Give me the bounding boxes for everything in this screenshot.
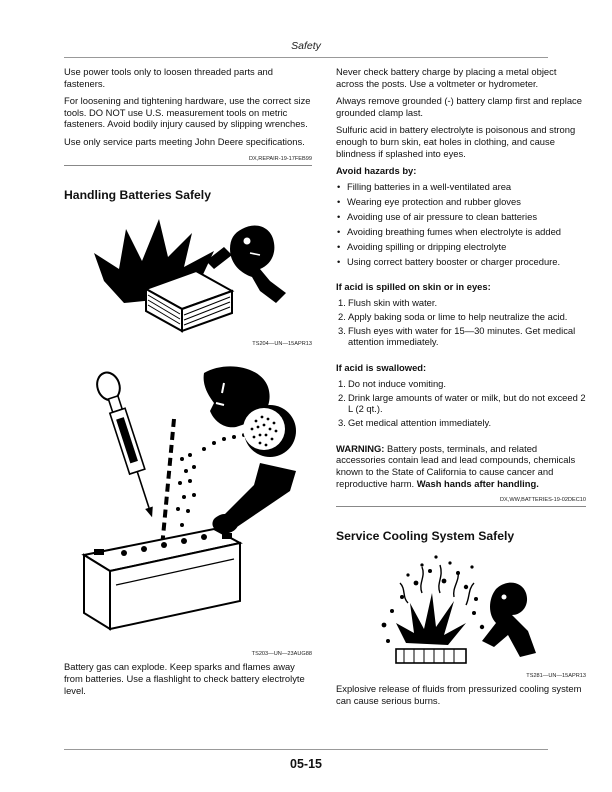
section-rule bbox=[336, 506, 586, 507]
header-rule bbox=[64, 57, 548, 58]
sulfuric-acid-paragraph: Sulfuric acid in battery electrolyte is poisonous and strong enough to burn skin, eat holes in clothing, and cause blindness if splashed into eyes. bbox=[336, 124, 576, 159]
warning-paragraph bbox=[336, 443, 586, 489]
list-item: 2. Apply baking soda or lime to help neutralize the acid. bbox=[338, 310, 568, 322]
warning-label: WARNING: bbox=[336, 442, 385, 454]
list-item: • Avoiding breathing fumes when electrolyte is added bbox=[337, 225, 562, 237]
list-item: • Filling batteries in a well-ventilated area bbox=[337, 180, 512, 192]
battery-explosion-illustration bbox=[64, 211, 312, 339]
battery-charge-paragraph: Never check battery charge by placing a metal object across the posts. Use a voltmeter or hydrometer. bbox=[336, 66, 557, 89]
cooling-system-paragraph: Explosive release of fluids from pressurized cooling system can cause serious burns. bbox=[336, 683, 582, 706]
acid-swallowed-label: If acid is swallowed: bbox=[336, 362, 427, 374]
reference-code: DX,REPAIR-19-17FEB99 bbox=[248, 155, 312, 162]
power-tools-paragraph: Use power tools only to loosen threaded parts and fasteners. bbox=[64, 66, 273, 89]
explosion-figure-svg bbox=[64, 211, 312, 339]
list-item: 1. Do not induce vomiting. bbox=[338, 377, 446, 389]
acid-skin-steps bbox=[336, 297, 586, 348]
list-item: 1. Flush skin with water. bbox=[338, 296, 438, 308]
section-heading: Service Cooling System Safely bbox=[336, 529, 515, 544]
list-item: 2. Drink large amounts of water or milk, but do not exceed 2 L (2 qt.). bbox=[338, 391, 586, 415]
figure-caption: TS281—UN—15APR13 bbox=[526, 672, 586, 679]
cooling-system-illustration bbox=[336, 553, 586, 671]
figure-caption: TS204—UN—15APR13 bbox=[252, 341, 312, 348]
battery-gas-paragraph: Battery gas can explode. Keep sparks and flames away from batteries. Use a flashlight to check battery electrolyte level. bbox=[64, 661, 305, 696]
list-item: • Avoiding use of air pressure to clean batteries bbox=[337, 210, 538, 222]
list-item: • Using correct battery booster or charger procedure. bbox=[337, 255, 561, 267]
right-column bbox=[336, 66, 586, 713]
warning-bold-text: Wash hands after handling. bbox=[416, 477, 539, 489]
battery-gas-figure-svg bbox=[64, 359, 312, 649]
acid-skin-label: If acid is spilled on skin or in eyes: bbox=[336, 281, 491, 293]
avoid-hazards-list bbox=[336, 181, 586, 268]
battery-gas-illustration bbox=[64, 359, 312, 649]
list-item: 3. Get medical attention immediately. bbox=[338, 417, 492, 429]
service-parts-paragraph: Use only service parts meeting John Deere specifications. bbox=[64, 135, 305, 147]
list-item: 3. Flush eyes with water for 15—30 minutes. Get medical attention immediately. bbox=[338, 324, 576, 348]
cooling-figure-svg bbox=[336, 553, 586, 671]
warning-text: Battery posts, terminals, and related accessories contain lead and lead compounds, chemicals known to the State of California to cause cancer and reproductive harm. bbox=[336, 442, 576, 489]
list-item: • Avoiding spilling or dripping electrolyte bbox=[337, 240, 507, 252]
section-heading: Handling Batteries Safely bbox=[64, 187, 211, 202]
figure-caption: TS203—UN—23AUG88 bbox=[251, 650, 312, 657]
footer-rule bbox=[64, 749, 548, 750]
acid-swallowed-steps bbox=[336, 378, 586, 429]
reference-code: DX,WW,BATTERIES-19-02DEC10 bbox=[500, 497, 586, 504]
hardware-paragraph: For loosening and tightening hardware, use the correct size tools. DO NOT use U.S. measurement tools on metric fasteners. Avoid bodily injury caused by slipping wrenches. bbox=[64, 95, 311, 130]
running-header: Safety bbox=[291, 40, 321, 52]
section-rule bbox=[64, 165, 312, 166]
left-column bbox=[64, 66, 312, 702]
page-number: 05-15 bbox=[290, 757, 322, 771]
clamp-paragraph: Always remove grounded (-) battery clamp first and replace grounded clamp last. bbox=[336, 95, 582, 118]
avoid-hazards-label: Avoid hazards by: bbox=[336, 165, 417, 177]
list-item: • Wearing eye protection and rubber gloves bbox=[337, 195, 521, 207]
